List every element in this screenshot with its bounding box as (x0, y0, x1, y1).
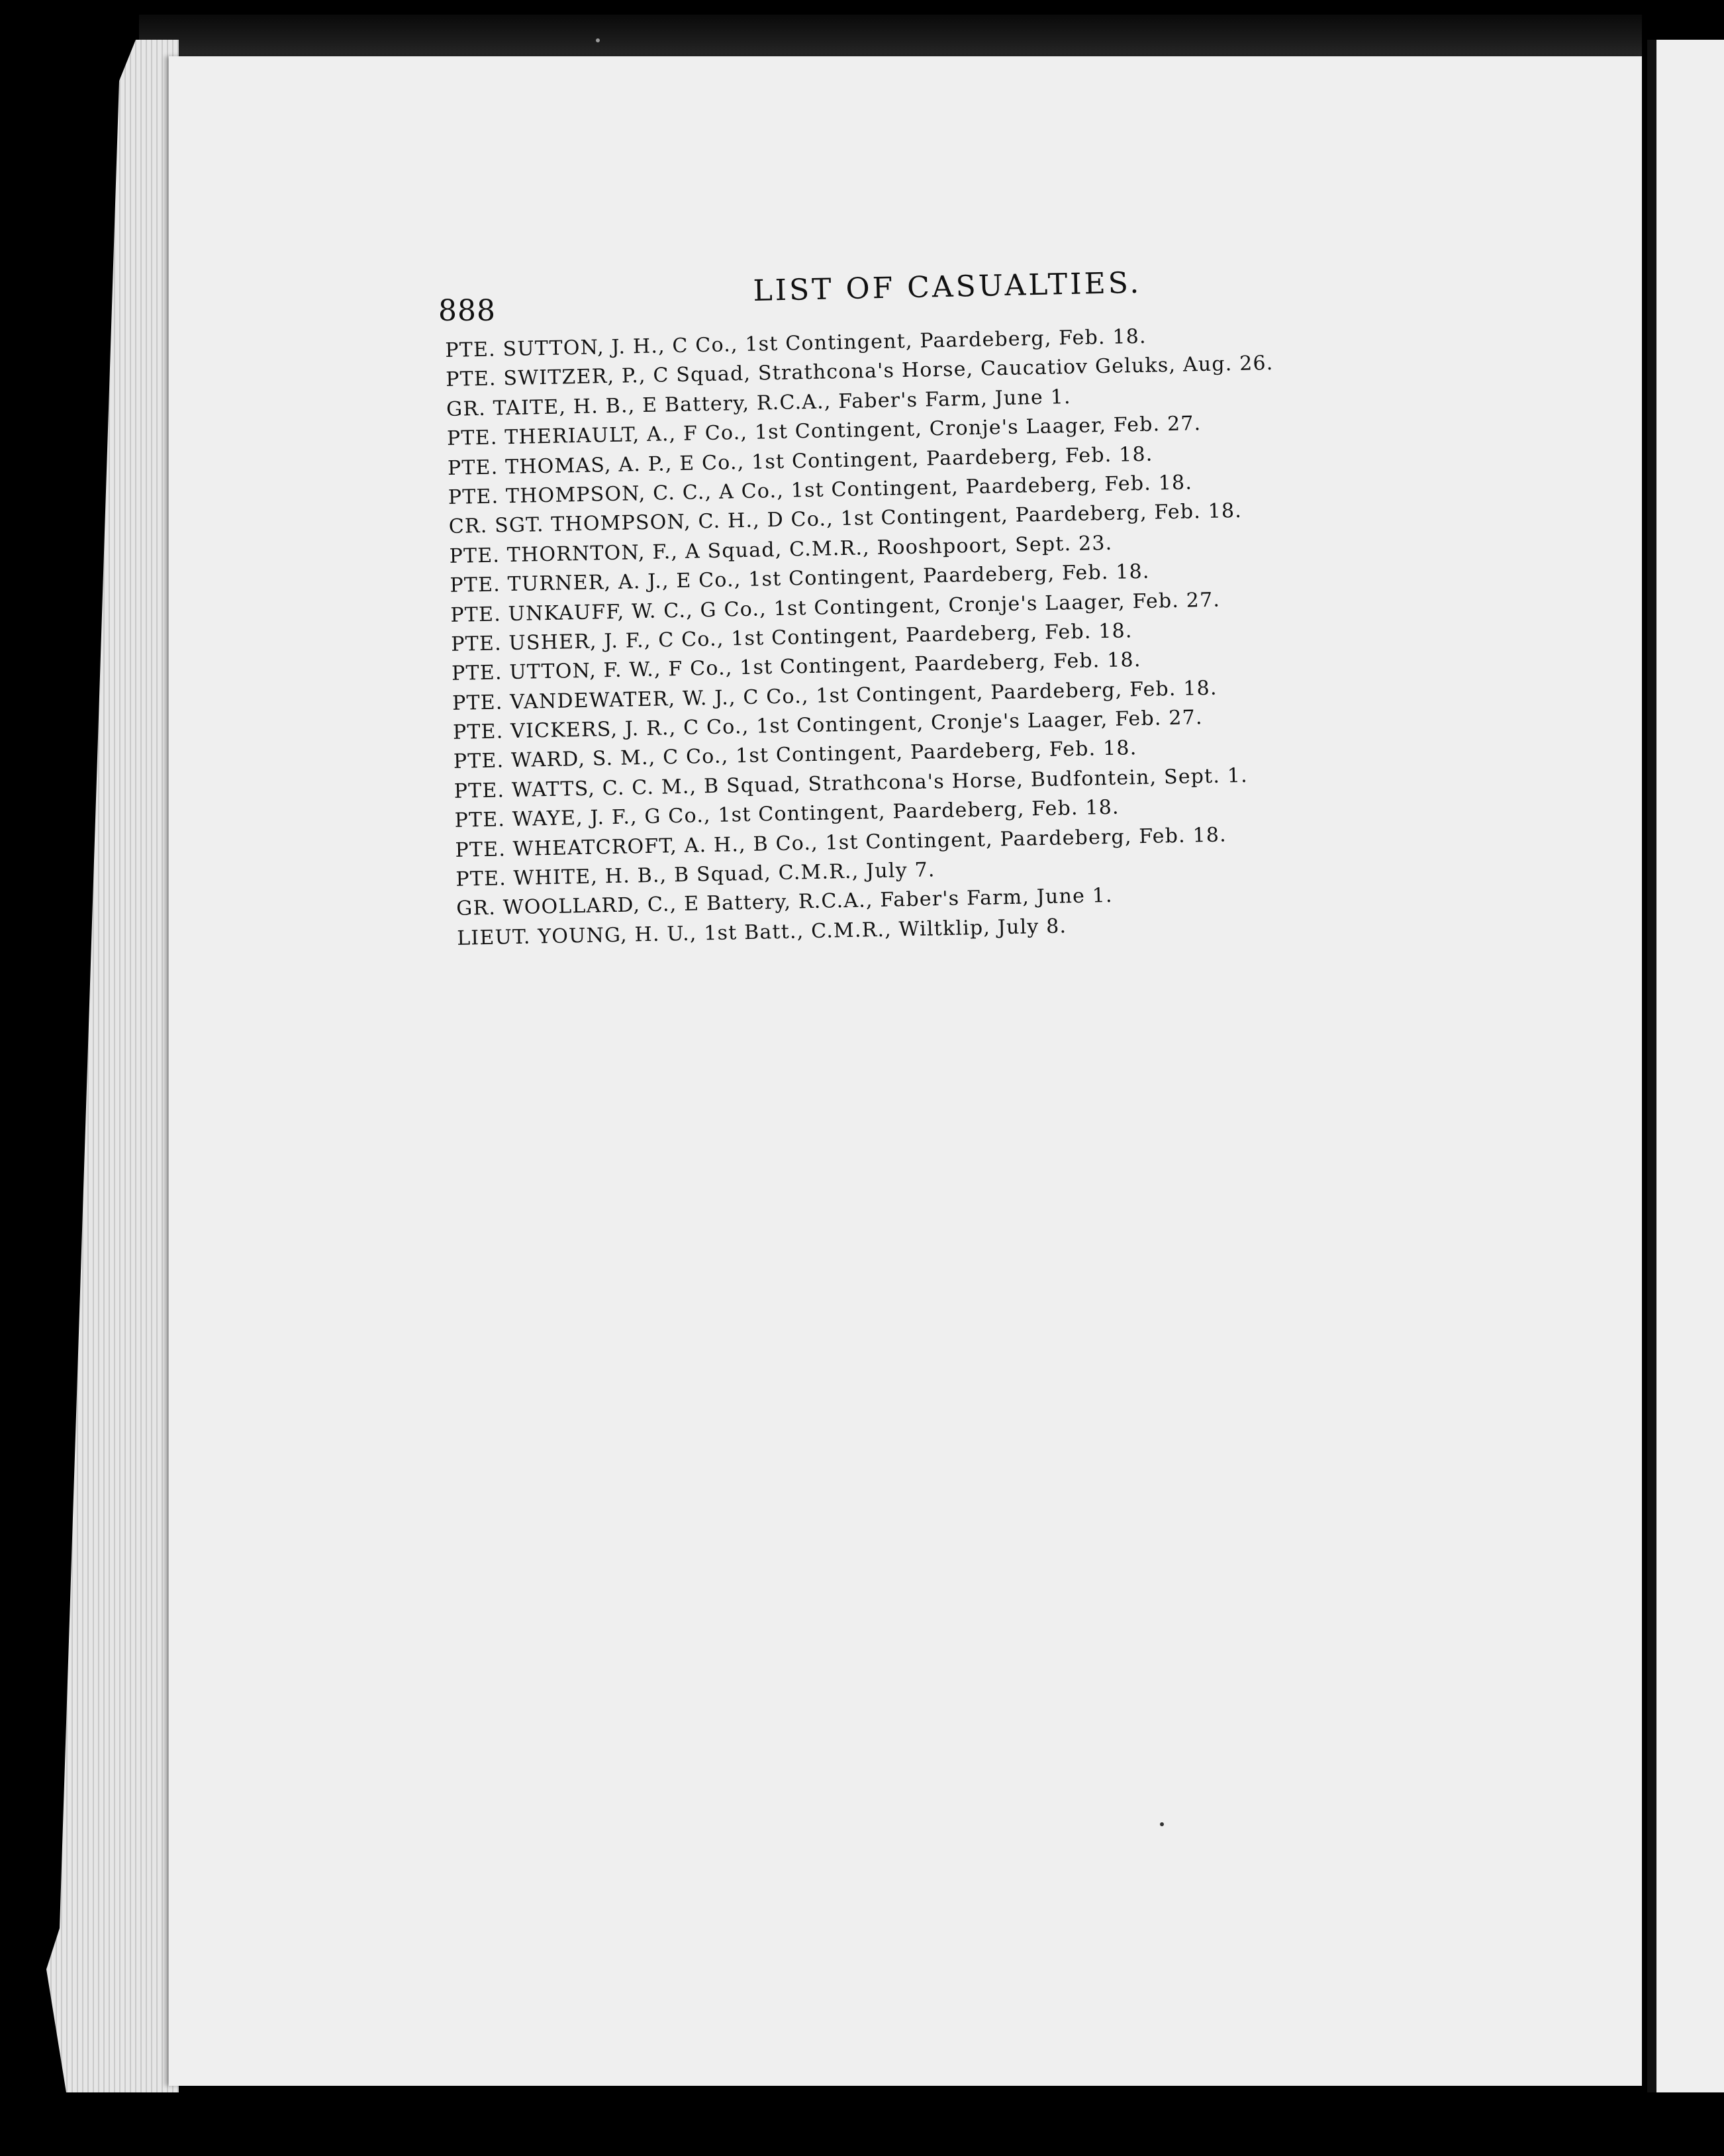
casualty-entry: PTE. WARD, S. M., C Co., 1st Contingent, Paardeberg, Feb. 18. (453, 736, 1137, 774)
facing-page-edge (1647, 40, 1724, 2092)
casualty-entry: GR. WOOLLARD, C., E Battery, R.C.A., Faber's Farm, June 1. (456, 884, 1114, 921)
casualty-entry: PTE. THORNTON, F., A Squad, C.M.R., Rooshpoort, Sept. 23. (449, 531, 1113, 568)
stacked-page-edges (46, 40, 179, 2092)
casualty-entry: PTE. USHER, J. F., C Co., 1st Contingent, Paardeberg, Feb. 18. (450, 619, 1133, 656)
casualty-entry: PTE. UTTON, F. W., F Co., 1st Contingent, Paardeberg, Feb. 18. (451, 648, 1141, 686)
page-title: LIST OF CASUALTIES. (753, 266, 1142, 308)
casualty-list (445, 317, 1450, 954)
casualty-entry: PTE. THERIAULT, A., F Co., 1st Contingent, Cronje's Laager, Feb. 27. (446, 412, 1202, 451)
casualty-entry: PTE. THOMAS, A. P., E Co., 1st Contingent, Paardeberg, Feb. 18. (447, 442, 1153, 480)
casualty-entry: PTE. THOMPSON, C. C., A Co., 1st Contingent, Paardeberg, Feb. 18. (448, 471, 1193, 509)
page-number: 888 (438, 294, 496, 328)
page-top-edge (139, 15, 1642, 62)
casualty-entry: LIEUT. YOUNG, H. U., 1st Batt., C.M.R., Wiltklip, July 8. (456, 914, 1067, 950)
casualty-entry: PTE. SWITZER, P., C Squad, Strathcona's Horse, Caucatiov Geluks, Aug. 26. (445, 352, 1274, 392)
scan-speck (596, 38, 600, 42)
casualty-entry: CR. SGT. THOMPSON, C. H., D Co., 1st Contingent, Paardeberg, Feb. 18. (448, 499, 1243, 539)
casualty-entry: PTE. WHITE, H. B., B Squad, C.M.R., July 7. (455, 858, 935, 891)
casualty-entry: PTE. UNKAUFF, W. C., G Co., 1st Contingent, Cronje's Laager, Feb. 27. (450, 588, 1221, 627)
casualty-entry: PTE. VANDEWATER, W. J., C Co., 1st Contingent, Paardeberg, Feb. 18. (452, 676, 1218, 715)
casualty-entry: PTE. WHEATCROFT, A. H., B Co., 1st Contingent, Paardeberg, Feb. 18. (455, 823, 1227, 862)
casualty-entry: PTE. WAYE, J. F., G Co., 1st Contingent, Paardeberg, Feb. 18. (454, 795, 1120, 833)
casualty-entry: PTE. TURNER, A. J., E Co., 1st Contingent, Paardeberg, Feb. 18. (450, 560, 1150, 598)
casualty-entry: PTE. WATTS, C. C. M., B Squad, Strathcona's Horse, Budfontein, Sept. 1. (454, 763, 1249, 803)
casualty-entry: PTE. VICKERS, J. R., C Co., 1st Contingent, Cronje's Laager, Feb. 27. (452, 706, 1203, 744)
casualty-entry: GR. TAITE, H. B., E Battery, R.C.A., Faber's Farm, June 1. (446, 385, 1072, 421)
casualty-entry: PTE. SUTTON, J. H., C Co., 1st Contingent, Paardeberg, Feb. 18. (445, 324, 1147, 362)
scan-speck (1160, 1822, 1164, 1826)
